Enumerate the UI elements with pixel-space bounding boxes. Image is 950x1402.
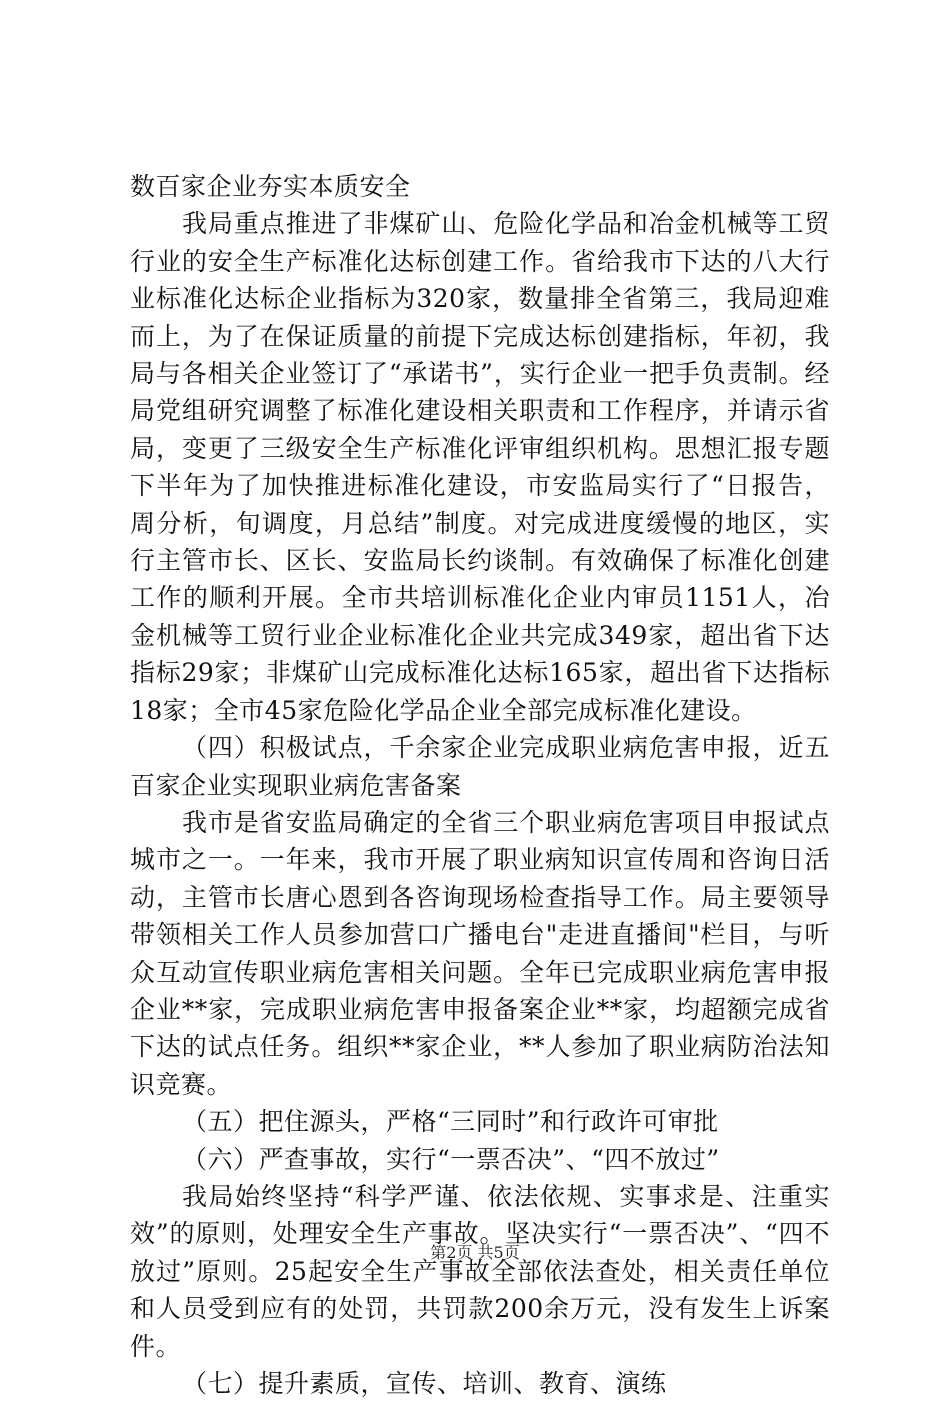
document-body	[130, 168, 830, 1402]
paragraph-standardization: 我局重点推进了非煤矿山、危险化学品和冶金机械等工贸行业的安全生产标准化达标创建工作。省给我市下达的八大行业标准化达标企业指标为320家，数量排全省第三，我局迎难而上，为了在保证质量的前提下完成达标创建指标，年初，我局与各相关企业签订了“承诺书”，实行企业一把手负责制。经局党组研究调整了标准化建设相关职责和工作程序，并请示省局，变更了三级安全生产标准化评审组织机构。思想汇报专题下半年为了加快推进标准化建设，市安监局实行了“日报告，周分析，旬调度，月总结”制度。对完成进度缓慢的地区，实行主管市长、区长、安监局长约谈制。有效确保了标准化创建工作的顺利开展。全市共培训标准化企业内审员1151人，冶金机械等工贸行业企业标准化企业共完成349家，超出省下达指标29家；非煤矿山完成标准化达标165家，超出省下达指标18家；全市45家危险化学品企业全部完成标准化建设。	[130, 209, 830, 725]
paragraph-continuation-heading: 数百家企业夯实本质安全	[130, 172, 411, 201]
section-heading-four: （四）积极试点，千余家企业完成职业病危害申报，近五百家企业实现职业病危害备案	[130, 733, 830, 800]
page-number-footer: 第2页 共5页	[430, 1243, 520, 1262]
paragraph-occupational-disease: 我市是省安监局确定的全省三个职业病危害项目申报试点城市之一。一年来，我市开展了职业病知识宣传周和咨询日活动，主管市长唐心恩到各咨询现场检查指导工作。局主要领导带领相关工作人员参加营口广播电台"走进直播间"栏目，与听众互动宣传职业病危害相关问题。全年已完成职业病危害申报企业**家，完成职业病危害申报备案企业**家，均超额完成省下达的试点任务。组织**家企业，**人参加了职业病防治法知识竞赛。	[130, 807, 830, 1099]
section-heading-six: （六）严查事故，实行“一票否决”、“四不放过”	[182, 1144, 720, 1174]
section-heading-five: （五）把住源头，严格“三同时”和行政许可审批	[182, 1107, 719, 1137]
section-heading-seven: （七）提升素质，宣传、培训、教育、演练	[182, 1369, 667, 1398]
paragraph-accident-handling: 我局始终坚持“科学严谨、依法依规、实事求是、注重实效”的原则，处理安全生产事故。坚决实行“一票否决”、“四不放过”原则。25起安全生产事故全部依法查处，相关责任单位和人员受到应有的处罚，共罚款200余万元，没有发生上诉案件。	[130, 1181, 830, 1361]
